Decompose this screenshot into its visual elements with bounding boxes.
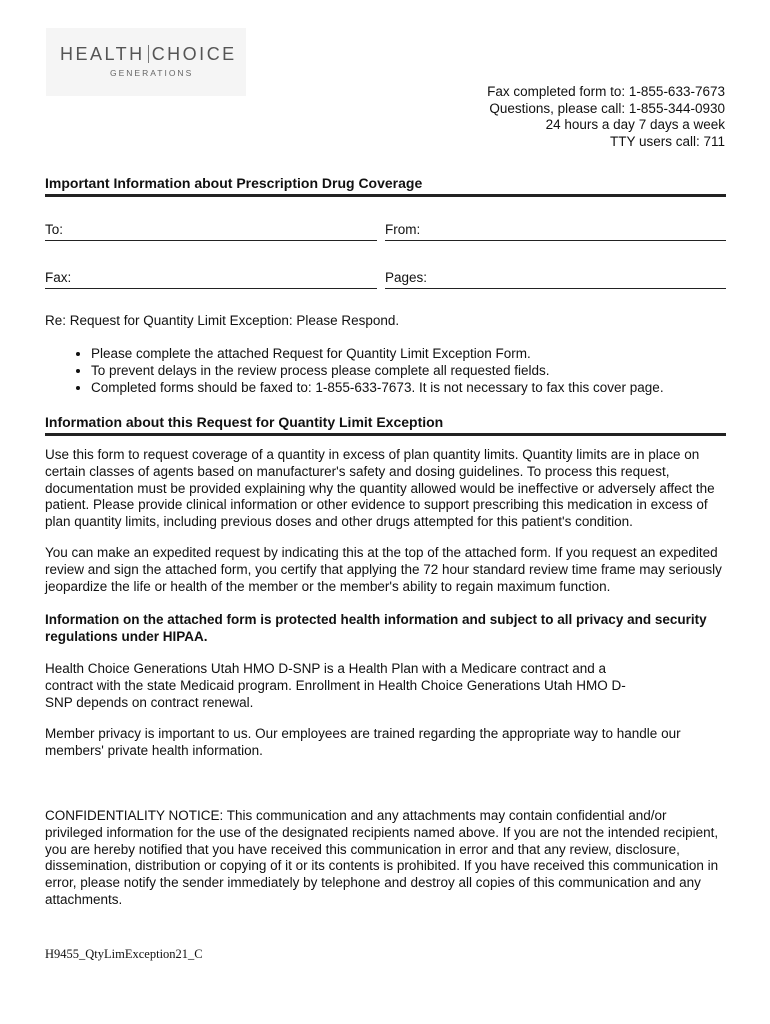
paragraph-confidentiality: CONFIDENTIALITY NOTICE: This communication and any attachments may contain confidential and/or privileged information for the use of the designated recipients named above. If you are not the intended recipient, you are hereby notified that you have received this communication in error and that any review, disclosure, dissemination, distribution or copying of it or its contents is prohibited. If you have received this communication in error, please notify the sender immediately by telephone and destroy all copies of this communication and any attachments. (45, 808, 719, 907)
section-heading-prescription-coverage: Important Information about Prescription Drug Coverage (45, 175, 726, 197)
pages-label: Pages: (385, 270, 428, 285)
paragraph-hipaa: Information on the attached form is protected health information and subject to all privacy and security regulations under HIPAA. (45, 612, 707, 644)
paragraph-purpose: Use this form to request coverage of a quantity in excess of plan quantity limits. Quantity limits are in place on certain classes of agents based on manufacturer's safety and dosing guidelines. To process this request, documentation must be provided explaining why the quantity allowed would be ineffective or adversely affect the patient. Please provide clinical information or other evidence to support prescribing this medication in excess of plan quantity limits, including previous doses and other drugs attempted for this patient's condition. (45, 447, 715, 530)
fax-number: Fax completed form to: 1-855-633-7673 (487, 84, 725, 99)
logo-divider (148, 45, 149, 63)
from-label: From: (385, 222, 421, 237)
tty-number: TTY users call: 711 (609, 133, 725, 149)
list-item: • To prevent delays in the review process please complete all requested fields. (91, 362, 741, 379)
logo-word-choice: CHOICE (151, 44, 237, 64)
hours-text: 24 hours a day 7 days a week (545, 117, 725, 132)
instruction-list (45, 345, 741, 397)
paragraph-expedited: You can make an expedited request by indicating this at the top of the attached form. If you request an expedited review and sign the attached form, you certify that applying the 72 hour standard review time frame may seriously jeopardize the life or health of the member or the member's ability to regain maximum function. (45, 545, 722, 594)
section-heading-quantity-limit: Information about this Request for Quantity Limit Exception (45, 414, 726, 436)
paragraph-plan-info: Health Choice Generations Utah HMO D-SNP is a Health Plan with a Medicare contract and a contract with the state Medicaid program. Enrollment in Health Choice Generations Utah HMO D-SNP depends on contract renewal. (45, 661, 626, 710)
questions-phone: Questions, please call: 1-855-344-0930 (489, 100, 725, 116)
to-label: To: (45, 222, 64, 237)
to-field[interactable] (45, 222, 377, 241)
contact-block (487, 84, 725, 150)
list-item: • Please complete the attached Request for Quantity Limit Exception Form. (91, 345, 741, 362)
health-choice-logo (46, 28, 246, 96)
logo-subtitle: GENERATIONS (110, 68, 194, 78)
logo-word-health: HEALTH (60, 44, 145, 64)
logo-wordmark (60, 44, 237, 65)
fax-label: Fax: (45, 270, 72, 285)
pages-field[interactable] (385, 270, 726, 289)
fax-field[interactable] (45, 270, 377, 289)
to-from-row (45, 222, 726, 240)
re-line: Re: Request for Quantity Limit Exception: Please Respond. (45, 313, 400, 328)
form-code: H9455_QtyLimException21_C (45, 947, 203, 961)
fax-pages-row (45, 270, 726, 288)
paragraph-privacy: Member privacy is important to us. Our employees are trained regarding the appropriate way to handle our members' private health information. (45, 726, 681, 758)
from-field[interactable] (385, 222, 726, 241)
list-item: • Completed forms should be faxed to: 1-855-633-7673. It is not necessary to fax this cover page. (91, 379, 741, 396)
